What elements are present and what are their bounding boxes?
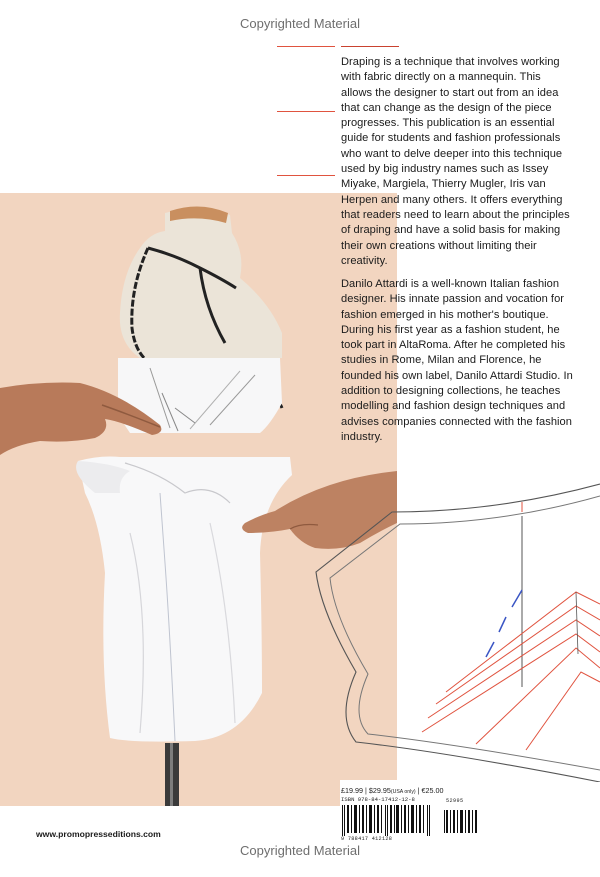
barcode-addon-digits: 52995 — [446, 798, 464, 804]
price-line: £19.99 | $29.95(USA only) | €25.00 — [341, 786, 444, 795]
book-description — [341, 55, 573, 269]
bio-paragraph: Danilo Attardi is a well-known Italian fashion designer. His innate passion and vocation for fashion emerged in his mother's boutique. During his first year as a fashion student, he took part in AltaRoma. After he completed his studies in Rome, Milan and Florence, he founded his own label, Danilo Attardi Studio. In addition to designing collections, he teaches modelling and fashion design techniques and advises companies connected with the fashion industry. — [341, 278, 573, 443]
isbn-number: ISBN 978-84-17412-12-8 — [341, 796, 415, 803]
ean-barcode — [341, 805, 441, 836]
price-eur: €25.00 — [421, 786, 444, 795]
ean-digits: 9 788417 412128 — [341, 836, 393, 842]
pattern-drawing-illustration — [296, 482, 600, 782]
price-usd-note: (USA only) — [390, 789, 416, 795]
price-usd: $29.95 — [368, 786, 391, 795]
accent-rule — [277, 175, 335, 176]
publisher-url[interactable]: www.promopresseditions.com — [36, 829, 161, 839]
description-paragraph: Draping is a technique that involves working with fabric directly on a mannequin. This allows the designer to start out from an idea that can change as the design of the piece progresses. This publication is an essential guide for students and fashion professionals who want to delve deeper into this technique used by big industry names such as Issey Miyake, Margiela, Thierry Mugler, Iris van Herpen and many others. It offers everything that readers need to learn about the principles of draping and have a solid basis for making their own creations without limiting their creativity. — [341, 56, 570, 267]
copyright-watermark-bottom: Copyrighted Material — [240, 843, 360, 858]
copyright-watermark-top: Copyrighted Material — [240, 16, 360, 31]
accent-rule — [277, 111, 335, 112]
author-bio — [341, 277, 573, 445]
accent-rule — [277, 46, 335, 47]
accent-rule — [341, 46, 399, 47]
price-gbp: £19.99 — [341, 786, 363, 795]
barcode-addon — [444, 805, 478, 833]
